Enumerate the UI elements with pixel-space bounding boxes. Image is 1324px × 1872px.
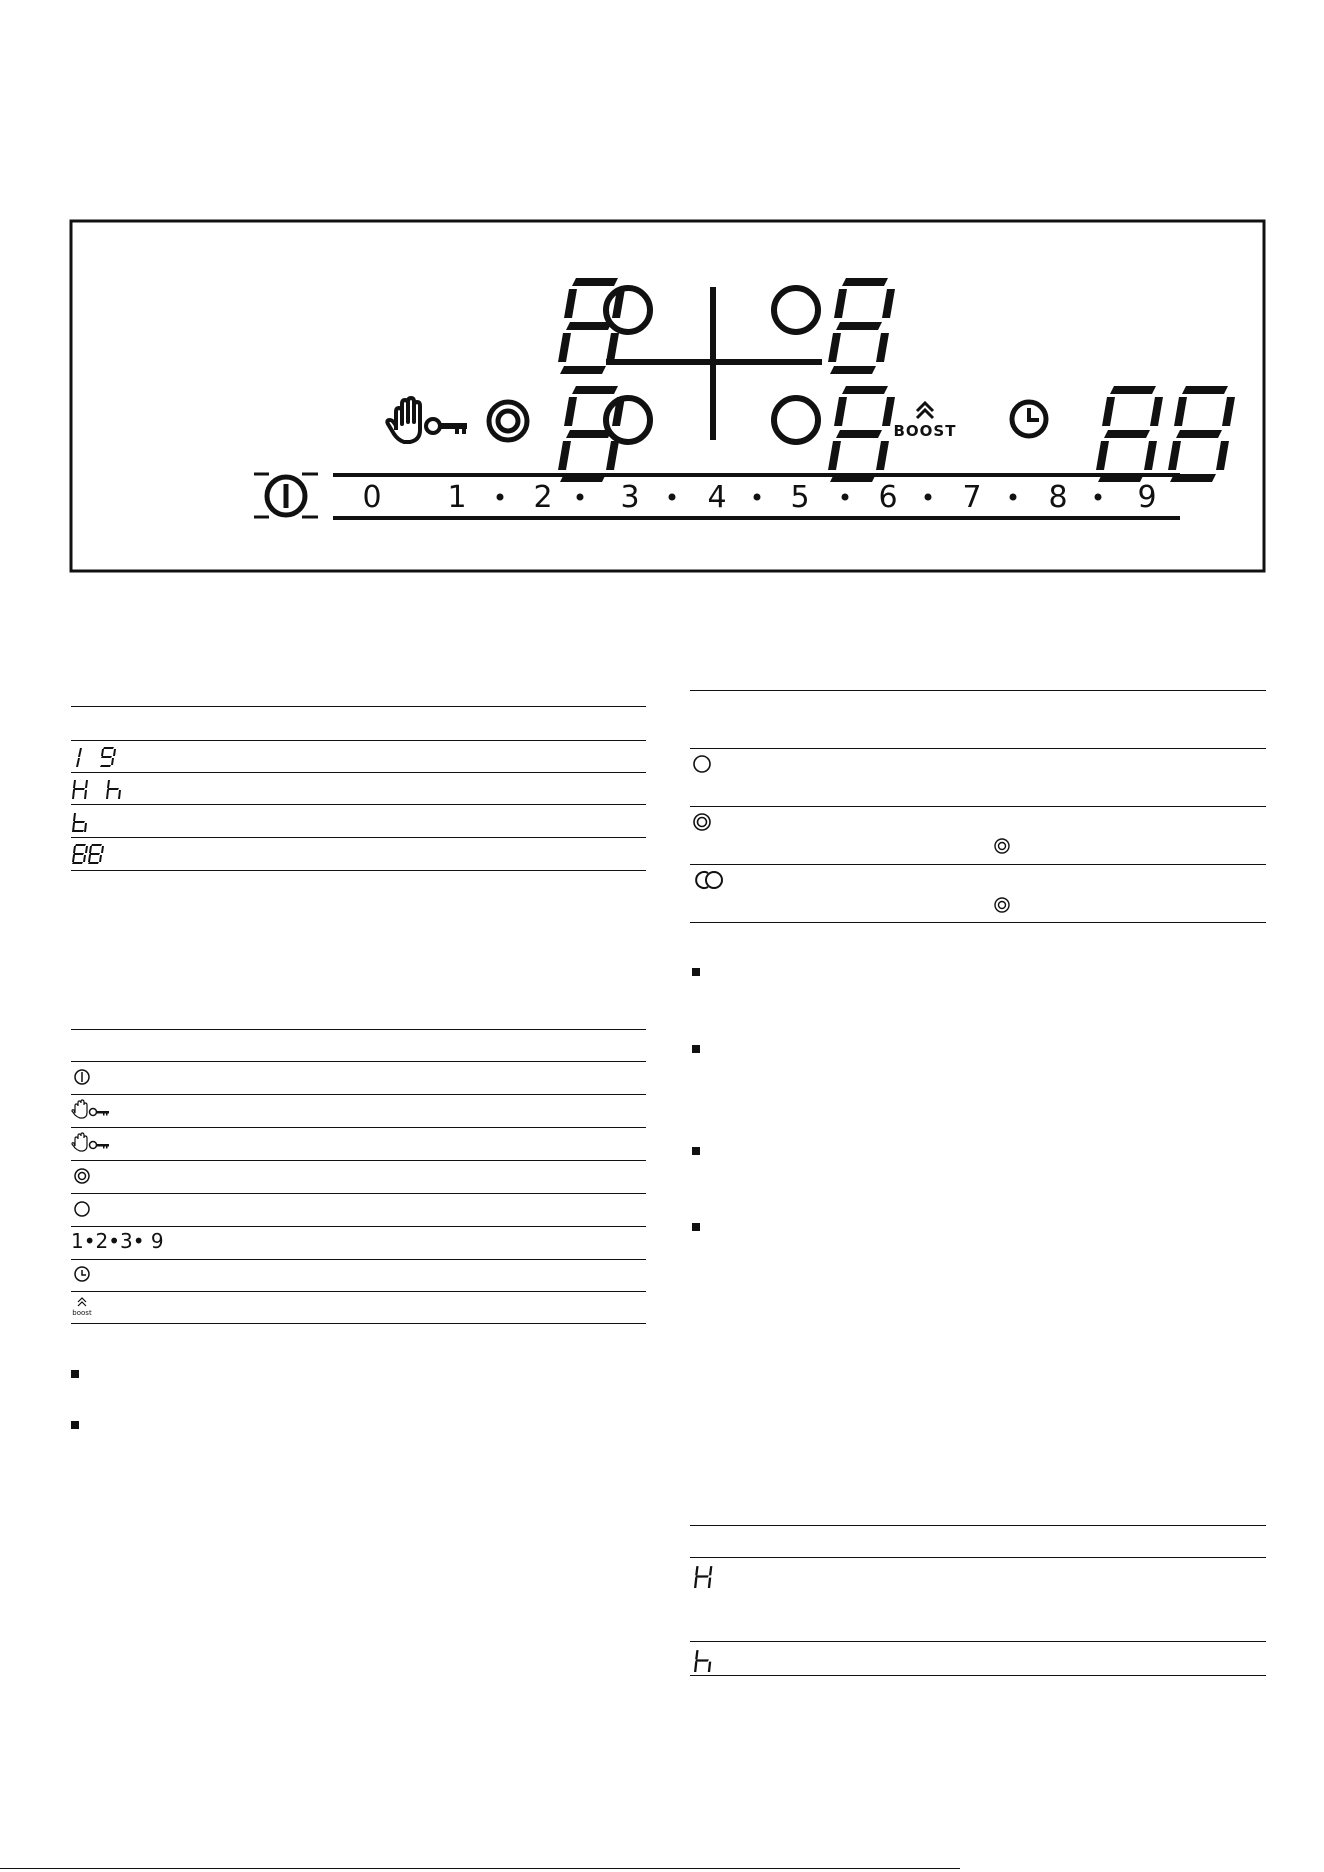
slider-dot: [1010, 494, 1017, 501]
list-bullet: [71, 1370, 79, 1378]
timer-display-digit-2: [1168, 386, 1235, 482]
timer-display-digit-1: [1096, 386, 1163, 482]
table-rule: [690, 1557, 1266, 1558]
power-icon: [75, 1070, 89, 1084]
zone-display-bottom-right: [828, 386, 895, 482]
slider-dot: [842, 494, 849, 501]
symbol-9: [100, 747, 116, 767]
slider-step-8[interactable]: 8: [1048, 480, 1068, 515]
table-rule: [690, 1675, 1266, 1676]
table-rule: [690, 1641, 1266, 1642]
symbol-b: [72, 813, 87, 832]
zone-display-top-right: [828, 278, 895, 374]
slider-step-7[interactable]: 7: [962, 480, 982, 515]
control-panel-figure: [0, 0, 1324, 600]
power-level-symbols: [60, 740, 180, 872]
zone-types-icons: [690, 748, 1030, 924]
symbol-8: [88, 844, 104, 864]
table-rule: [690, 690, 1266, 691]
symbol-h: [106, 780, 121, 799]
slider-dot: [497, 494, 504, 501]
symbol-8: [72, 844, 88, 864]
single-zone-icon: [694, 756, 710, 772]
slider-dot: [754, 494, 761, 501]
slider-step-4[interactable]: 4: [707, 480, 727, 515]
zone-circle-icon: [774, 288, 818, 332]
zone-circle-icon: [774, 398, 818, 442]
slider-dot: [925, 494, 932, 501]
dual-zone-icon: [694, 814, 710, 830]
symbol-H: [694, 1566, 712, 1588]
table-rule: [71, 706, 646, 707]
zone-circle-icon: [606, 288, 650, 332]
zone-select-icon: [995, 898, 1009, 912]
slider-step-1[interactable]: 1: [447, 480, 467, 515]
boost-icon: [894, 403, 957, 440]
extended-zone-icon: [696, 872, 722, 888]
boost-label: BOOST: [893, 422, 957, 440]
zone-select-icon: [75, 1169, 89, 1183]
zone-circle-icon: [75, 1202, 89, 1216]
slider-step-3[interactable]: 3: [620, 480, 640, 515]
list-bullet: [692, 1045, 700, 1053]
list-bullet: [71, 1421, 79, 1429]
power-slider: [362, 480, 1156, 515]
controls-table-icons: [66, 1061, 186, 1326]
key-icon: [426, 419, 467, 434]
childproof-lock-icon: [72, 1133, 109, 1151]
power-scale-icon: 1•2•3• 9: [71, 1229, 164, 1253]
boost-small-label: boost: [72, 1309, 92, 1317]
slider-dot: [577, 494, 584, 501]
childproof-lock-icon: [387, 398, 420, 442]
zone-select-icon: [489, 402, 527, 440]
childproof-lock-icon: [72, 1100, 109, 1118]
symbol-H: [72, 780, 88, 799]
slider-step-9[interactable]: 9: [1137, 480, 1157, 515]
zone-circle-icon: [606, 398, 650, 442]
timer-icon: [1012, 402, 1046, 436]
slider-step-2[interactable]: 2: [533, 480, 553, 515]
table-rule: [690, 1525, 1266, 1526]
zone-select-icon: [995, 839, 1009, 853]
timer-icon: [75, 1267, 89, 1281]
page-footer-rule: [0, 1868, 960, 1869]
slider-dot: [669, 494, 676, 501]
symbol-h: [694, 1650, 711, 1672]
list-bullet: [692, 968, 700, 976]
power-button: [254, 474, 318, 517]
slider-step-0[interactable]: 0: [362, 480, 382, 515]
symbol-1: [76, 748, 82, 767]
slider-dot: [1095, 494, 1102, 501]
slider-step-5[interactable]: 5: [790, 480, 810, 515]
list-bullet: [692, 1147, 700, 1155]
residual-heat-symbols: [690, 1557, 730, 1677]
table-rule: [71, 1029, 646, 1030]
boost-icon: [72, 1298, 92, 1317]
slider-step-6[interactable]: 6: [878, 480, 898, 515]
list-bullet: [692, 1223, 700, 1231]
